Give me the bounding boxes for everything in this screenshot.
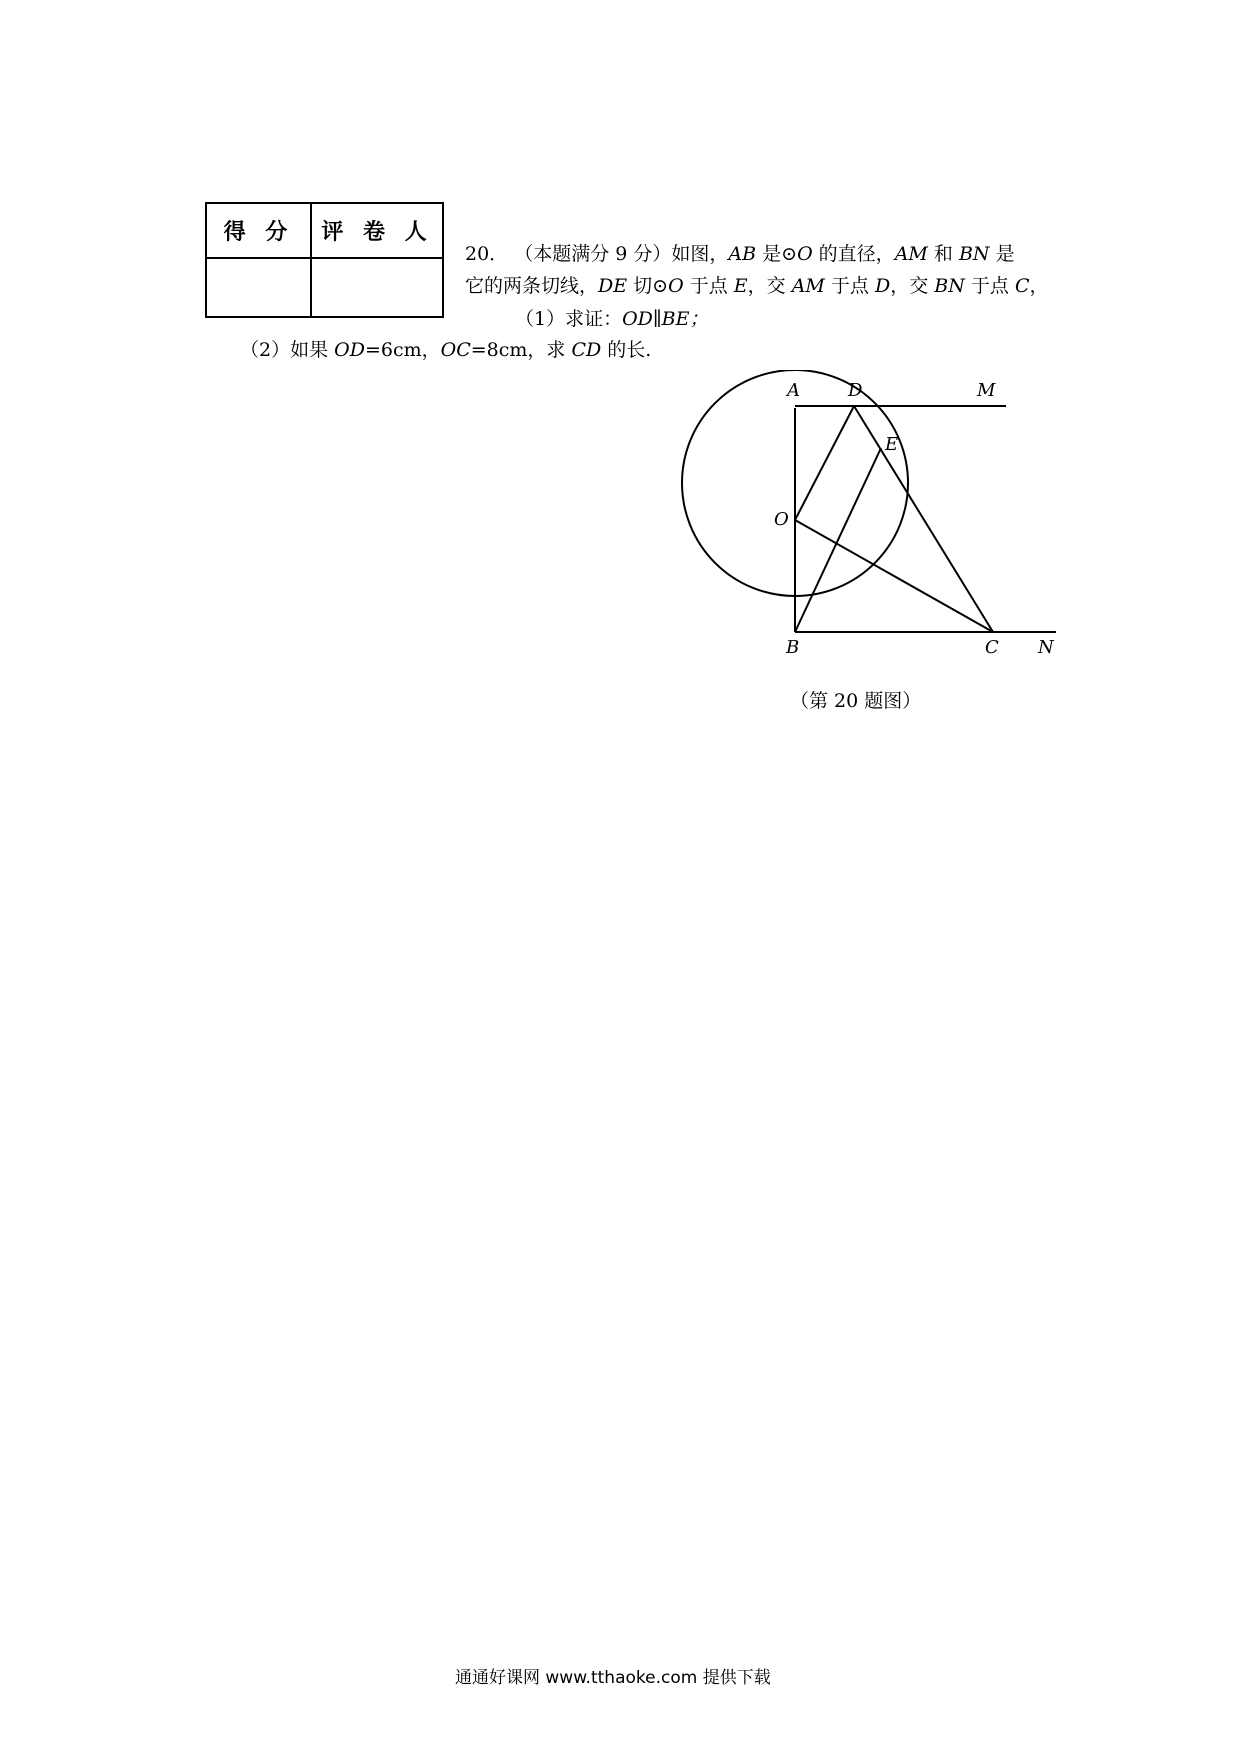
score-header: 得 分 bbox=[206, 203, 311, 258]
part2-prefix: （2）如果 bbox=[240, 339, 335, 361]
score-cell bbox=[206, 258, 311, 317]
label-e: E bbox=[885, 434, 899, 455]
segment-dc bbox=[854, 406, 993, 632]
part2-od: OD bbox=[334, 339, 365, 361]
label-n: N bbox=[1038, 637, 1054, 658]
segment-be bbox=[795, 448, 881, 632]
label-c: C bbox=[985, 637, 999, 658]
question-part-1 bbox=[515, 307, 709, 331]
segment-od bbox=[795, 406, 854, 520]
part2-oc: OC bbox=[440, 339, 471, 361]
part2-cd: CD bbox=[571, 339, 602, 361]
part2-oc-value: =8cm，求 bbox=[470, 339, 572, 361]
label-d: D bbox=[848, 380, 863, 401]
label-a: A bbox=[787, 380, 800, 401]
label-m: M bbox=[977, 380, 996, 401]
question-line-2: 它的两条切线，DE 切⊙O 于点 E，交 AM 于点 D，交 BN 于点 C， bbox=[465, 275, 1049, 297]
part2-od-value: =6cm， bbox=[364, 339, 441, 361]
question-intro: （本题满分 9 分）如图， bbox=[514, 243, 729, 265]
part1-label: （1）求证： bbox=[515, 308, 623, 330]
question-line-1: 20． （本题满分 9 分）如图，AB 是⊙O 的直径，AM 和 BN 是 bbox=[465, 243, 1015, 265]
geometry-figure bbox=[640, 370, 1100, 670]
score-table bbox=[205, 202, 444, 318]
part1-expression: OD∥BE； bbox=[622, 308, 709, 330]
figure-caption: （第 20 题图） bbox=[790, 690, 922, 712]
question-number: 20． bbox=[465, 243, 509, 265]
part2-suffix: 的长. bbox=[601, 339, 652, 361]
grader-header: 评 卷 人 bbox=[311, 203, 443, 258]
question-part-2 bbox=[240, 338, 651, 362]
grader-cell bbox=[311, 258, 443, 317]
footer-text: 通通好课网 www.tthaoke.com 提供下载 bbox=[455, 1668, 771, 1688]
label-o: O bbox=[774, 509, 789, 530]
label-b: B bbox=[786, 637, 800, 658]
